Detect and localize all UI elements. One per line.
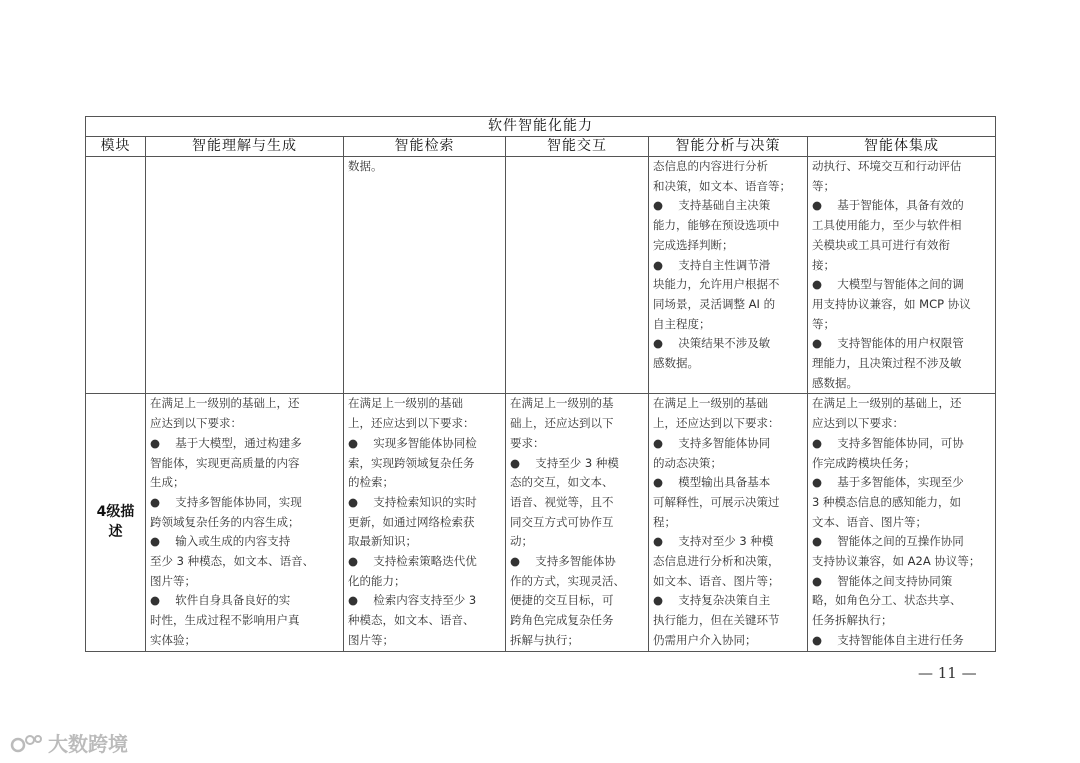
cell-text-line: 动执行、环境交互和行动评估 bbox=[812, 159, 962, 173]
cell-text-line: ● 支持检索知识的实时 bbox=[348, 494, 477, 509]
cell-text-line: ● 基于大模型，通过构建多 bbox=[150, 435, 302, 450]
cell-text-line: 作完成跨模块任务； bbox=[812, 455, 916, 470]
cell-text-line: 仍需用户介入协同； bbox=[653, 632, 757, 647]
watermark-logo-icon bbox=[10, 731, 44, 755]
cell-text-line: ● 支持基础自主决策 bbox=[653, 198, 771, 213]
cell-text-line: 态信息进行分析和决策， bbox=[653, 554, 780, 569]
cell-text-line: ● 基于多智能体，实现至少 bbox=[812, 475, 964, 490]
cell-text-line: ● 检索内容支持至少 3 bbox=[348, 593, 477, 608]
cell-text-line: 拆解与执行； bbox=[510, 632, 579, 647]
cell-text-line: 理能力，且决策过程不涉及敏 bbox=[812, 356, 962, 371]
cell-text-line: 态信息的内容进行分析 bbox=[653, 159, 768, 173]
cell-text-line: 化的能力； bbox=[348, 573, 406, 588]
table-cell bbox=[808, 394, 996, 651]
table-row bbox=[86, 157, 996, 394]
capability-table bbox=[85, 116, 996, 652]
cell-text-line: 图片等； bbox=[348, 632, 394, 647]
cell-text-line: 索，实现跨领域复杂任务 bbox=[348, 455, 475, 470]
cell-text-line: ● 实现多智能体协同检 bbox=[348, 435, 477, 450]
cell-text-line: 取最新知识； bbox=[348, 534, 417, 549]
cell-text-line: 至少 3 种模态，如文本、语音、 bbox=[150, 554, 315, 569]
table-cell bbox=[649, 157, 808, 394]
cell-text-line: ● 支持对至少 3 种模 bbox=[653, 534, 774, 549]
watermark bbox=[10, 728, 128, 757]
table-cell bbox=[146, 157, 344, 394]
table-cell bbox=[344, 394, 506, 651]
cell-text-line: ● 智能体之间支持协同策 bbox=[812, 573, 953, 588]
cell-text-line: 图片等； bbox=[150, 573, 196, 588]
cell-text-line: 实体验； bbox=[150, 632, 196, 647]
cell-text-line: 程； bbox=[653, 514, 676, 529]
cell-text-line: 等； bbox=[812, 316, 835, 331]
cell-text-line: 同场景，灵活调整 AI 的 bbox=[653, 296, 776, 311]
cell-text-line: 智能体，实现更高质量的内容 bbox=[150, 455, 300, 470]
cell-text-line: 作的方式，实现灵活、 bbox=[510, 573, 625, 588]
cell-text-line: ● 支持复杂决策自主 bbox=[653, 593, 771, 608]
cell-text-line: 更新，如通过网络检索获 bbox=[348, 514, 475, 529]
cell-text-line: 便捷的交互目标，可 bbox=[510, 593, 614, 608]
cell-text-line: 如文本、语音、图片等； bbox=[653, 573, 780, 588]
cell-text-line: ● 输入或生成的内容支持 bbox=[150, 534, 291, 549]
table-title: 软件智能化能力 bbox=[86, 117, 996, 137]
cell-text-line: ● 决策结果不涉及敏 bbox=[653, 336, 771, 351]
cell-text-line: ● 支持智能体的用户权限管 bbox=[812, 336, 964, 351]
cell-text-line: ● 支持自主性调节滑 bbox=[653, 257, 771, 272]
table-cell bbox=[146, 394, 344, 651]
cell-text-line: 应达到以下要求： bbox=[150, 416, 242, 431]
cell-text-line: ● 支持检索策略迭代优 bbox=[348, 554, 477, 569]
cell-text-line: 可解释性，可展示决策过 bbox=[653, 494, 780, 509]
table-row bbox=[86, 394, 996, 651]
cell-text-line: 的动态决策； bbox=[653, 455, 722, 470]
cell-text-line: 支持协议兼容，如 A2A 协议等； bbox=[812, 554, 981, 569]
cell-text-line: ● 基于智能体，具备有效的 bbox=[812, 198, 964, 213]
cell-text-line: 应达到以下要求： bbox=[812, 416, 904, 431]
cell-text-line: 础上，还应达到以下 bbox=[510, 416, 614, 431]
cell-text-line: 能力，能够在预设选项中 bbox=[653, 218, 780, 233]
table-cell bbox=[344, 157, 506, 394]
cell-text-line: 时性，生成过程不影响用户真 bbox=[150, 613, 300, 628]
cell-text-line: 接； bbox=[812, 257, 835, 272]
cell-text-line: 等； bbox=[812, 178, 835, 193]
cell-text-line: 和决策，如文本、语音等； bbox=[653, 178, 791, 193]
cell-text-line: 种模态，如文本、语音、 bbox=[348, 613, 475, 628]
header-retrieval: 智能检索 bbox=[344, 137, 506, 157]
cell-text-line: 态的交互，如文本、 bbox=[510, 475, 614, 490]
header-interaction: 智能交互 bbox=[506, 137, 649, 157]
cell-text-line: 数据。 bbox=[348, 159, 383, 173]
row-label: 4级描述 bbox=[86, 394, 146, 651]
table-cell bbox=[506, 394, 649, 651]
cell-text-line: 执行能力，但在关键环节 bbox=[653, 613, 780, 628]
cell-text-line: 跨领域复杂任务的内容生成； bbox=[150, 514, 300, 529]
table-cell bbox=[808, 157, 996, 394]
cell-text-line: ● 支持多智能体协 bbox=[510, 554, 616, 569]
cell-text-line: ● 软件自身具备良好的实 bbox=[150, 593, 291, 608]
cell-text-line: 在满足上一级别的基础 bbox=[653, 396, 768, 411]
cell-text-line: 在满足上一级别的基 bbox=[510, 396, 614, 411]
cell-text-line: 感数据。 bbox=[812, 375, 858, 390]
cell-text-line: ● 支持至少 3 种模 bbox=[510, 455, 619, 470]
header-understanding-generation: 智能理解与生成 bbox=[146, 137, 344, 157]
cell-text-line: 3 种模态信息的感知能力，如 bbox=[812, 494, 961, 509]
cell-text-line: 语音、视觉等，且不 bbox=[510, 494, 614, 509]
cell-text-line: 自主程度； bbox=[653, 316, 711, 331]
page-number: — 11 — bbox=[918, 664, 977, 682]
cell-text-line: 块能力，允许用户根据不 bbox=[653, 277, 780, 292]
cell-text-line: ● 支持多智能体协同，实现 bbox=[150, 494, 302, 509]
cell-text-line: 文本、语音、图片等； bbox=[812, 514, 927, 529]
cell-text-line: 感数据。 bbox=[653, 356, 699, 371]
cell-text-line: 的检索； bbox=[348, 475, 394, 490]
cell-text-line: 同交互方式可协作互 bbox=[510, 514, 614, 529]
cell-text-line: 关模块或工具可进行有效衔 bbox=[812, 237, 950, 252]
cell-text-line: 在满足上一级别的基础上，还 bbox=[812, 396, 962, 411]
cell-text-line: 上，还应达到以下要求： bbox=[653, 416, 780, 431]
cell-text-line: 完成选择判断； bbox=[653, 237, 734, 252]
watermark-text: 大数跨境 bbox=[48, 732, 128, 756]
cell-text-line: ● 支持多智能体协同 bbox=[653, 435, 771, 450]
cell-text-line: 动； bbox=[510, 534, 533, 549]
cell-text-line: ● 支持智能体自主进行任务 bbox=[812, 632, 964, 647]
header-analysis-decision: 智能分析与决策 bbox=[649, 137, 808, 157]
row-label bbox=[86, 157, 146, 394]
cell-text-line: 在满足上一级别的基础上，还 bbox=[150, 396, 300, 411]
cell-text-line: 工具使用能力，至少与软件相 bbox=[812, 218, 962, 233]
cell-text-line: ● 支持多智能体协同，可协 bbox=[812, 435, 964, 450]
cell-text-line: ● 智能体之间的互操作协同 bbox=[812, 534, 964, 549]
cell-text-line: ● 模型输出具备基本 bbox=[653, 475, 771, 490]
cell-text-line: 跨角色完成复杂任务 bbox=[510, 613, 614, 628]
cell-text-line: 要求： bbox=[510, 435, 545, 450]
table-cell bbox=[649, 394, 808, 651]
header-agent-integration: 智能体集成 bbox=[808, 137, 996, 157]
cell-text-line: 在满足上一级别的基础 bbox=[348, 396, 463, 411]
cell-text-line: 上，还应达到以下要求： bbox=[348, 416, 475, 431]
table-cell bbox=[506, 157, 649, 394]
cell-text-line: 任务拆解执行； bbox=[812, 613, 893, 628]
cell-text-line: 生成； bbox=[150, 475, 185, 490]
cell-text-line: 用支持协议兼容，如 MCP 协议 bbox=[812, 296, 971, 311]
header-module: 模块 bbox=[86, 137, 146, 157]
cell-text-line: ● 大模型与智能体之间的调 bbox=[812, 277, 964, 292]
cell-text-line: 略，如角色分工、状态共享、 bbox=[812, 593, 962, 608]
